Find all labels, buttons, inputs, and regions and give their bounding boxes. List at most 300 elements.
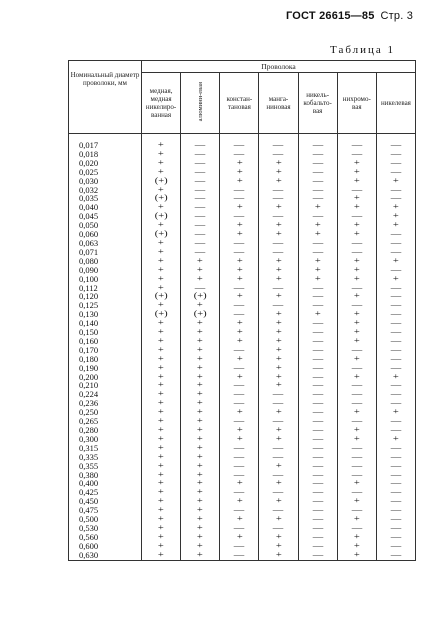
diameter-cell: 0,032 (69, 186, 142, 195)
availability-mark: + (158, 220, 165, 230)
availability-mark: — (351, 282, 363, 292)
availability-mark: + (158, 398, 165, 408)
availability-mark: + (236, 220, 243, 230)
availability-mark: + (275, 496, 282, 506)
diameter-cell: 0,018 (69, 150, 142, 159)
availability-mark: + (197, 264, 204, 275)
availability-mark: — (234, 309, 245, 319)
availability-mark: — (390, 514, 402, 524)
availability-mark: + (275, 264, 282, 275)
availability-mark: — (390, 291, 402, 301)
availability-mark: — (390, 335, 402, 346)
availability-mark: + (158, 531, 165, 542)
availability-mark: — (234, 505, 245, 515)
availability-cell (181, 134, 220, 150)
availability-mark: + (158, 264, 165, 275)
availability-cell (259, 551, 298, 560)
availability-mark: — (273, 442, 284, 453)
availability-mark: + (275, 433, 282, 444)
availability-mark: — (390, 531, 402, 542)
availability-mark: + (353, 514, 360, 524)
availability-cell (142, 134, 181, 150)
availability-mark: + (353, 291, 360, 301)
availability-mark: + (275, 335, 282, 346)
availability-mark: + (197, 487, 204, 497)
diameter-cell: 0,425 (69, 488, 142, 497)
availability-mark: — (312, 416, 323, 426)
availability-mark: + (236, 433, 243, 444)
col-header-manganin: манга-ниновая (259, 73, 298, 134)
diameter-cell: 0,630 (69, 551, 142, 560)
diameter-cell: 0,200 (69, 373, 142, 382)
standard-header (286, 10, 413, 22)
availability-mark: + (197, 522, 204, 533)
diameter-cell: 0,050 (69, 221, 142, 230)
table-row (69, 134, 416, 150)
availability-mark: — (312, 469, 323, 479)
availability-mark: — (234, 549, 245, 560)
availability-mark: + (197, 424, 204, 435)
availability-mark: + (353, 433, 360, 444)
availability-mark: — (194, 166, 206, 177)
availability-mark: — (312, 139, 323, 150)
diameter-cell: 0,030 (69, 177, 142, 186)
availability-mark: — (234, 451, 245, 462)
availability-mark: — (312, 505, 323, 515)
availability-mark: — (390, 398, 402, 408)
availability-mark: — (390, 424, 402, 435)
availability-mark: + (158, 335, 165, 346)
availability-mark: + (158, 344, 165, 355)
availability-mark: + (158, 273, 165, 283)
diameter-cell: 0,475 (69, 506, 142, 515)
availability-mark: + (158, 540, 165, 551)
availability-mark: — (351, 398, 363, 408)
availability-mark: + (236, 175, 243, 185)
availability-mark: — (390, 549, 402, 560)
availability-mark: — (390, 318, 402, 328)
diameter-cell: 0,315 (69, 444, 142, 453)
availability-mark: — (312, 184, 323, 194)
availability-mark: — (194, 193, 206, 203)
availability-mark: + (158, 166, 165, 177)
availability-mark: — (351, 380, 363, 390)
availability-mark: + (197, 389, 204, 399)
availability-mark: + (314, 264, 321, 275)
availability-mark: — (312, 282, 323, 292)
availability-mark: + (158, 148, 165, 159)
availability-mark: — (351, 522, 363, 533)
diameter-cell: 0,500 (69, 515, 142, 524)
availability-mark: + (353, 157, 360, 168)
availability-cell (181, 551, 220, 560)
availability-mark: + (236, 335, 243, 346)
availability-mark: — (234, 416, 245, 426)
availability-cell (376, 551, 415, 560)
availability-mark: + (158, 549, 165, 560)
availability-mark: + (392, 371, 399, 381)
availability-mark: — (273, 148, 284, 159)
availability-mark: + (236, 273, 243, 283)
availability-mark: — (390, 282, 402, 292)
availability-mark: + (158, 522, 165, 533)
availability-mark: + (197, 469, 204, 479)
availability-mark: — (273, 184, 284, 194)
availability-mark: + (275, 478, 282, 488)
availability-mark: — (390, 157, 402, 168)
availability-mark: — (234, 540, 245, 551)
diameter-cell: 0,560 (69, 533, 142, 542)
availability-mark: + (197, 451, 204, 462)
availability-mark: + (353, 175, 360, 185)
availability-mark: — (234, 148, 245, 159)
col-header-copper: медная, медная никелиро-ванная (142, 73, 181, 134)
availability-mark: + (353, 540, 360, 551)
availability-mark: + (314, 255, 321, 266)
availability-mark: + (275, 424, 282, 435)
diameter-header: Номинальный диаметр проволоки, мм (69, 61, 142, 134)
diameter-cell: 0,080 (69, 257, 142, 266)
availability-mark: — (312, 318, 323, 328)
diameter-cell: 0,335 (69, 453, 142, 462)
availability-mark: — (312, 531, 323, 542)
availability-mark: + (314, 202, 321, 212)
availability-mark: — (273, 237, 284, 248)
availability-cell (142, 551, 181, 560)
availability-mark: — (390, 309, 402, 319)
availability-mark: + (353, 496, 360, 506)
availability-mark: + (353, 309, 360, 319)
availability-mark: + (236, 229, 243, 239)
availability-mark: + (353, 353, 360, 364)
availability-mark: — (194, 237, 206, 248)
availability-mark: + (197, 318, 204, 328)
availability-mark: (+) (193, 291, 207, 301)
availability-mark: — (234, 469, 245, 479)
availability-mark: — (390, 522, 402, 533)
diameter-cell: 0,130 (69, 310, 142, 319)
availability-mark: + (197, 380, 204, 390)
availability-mark: + (392, 220, 399, 230)
availability-mark: + (236, 318, 243, 328)
availability-mark: — (390, 469, 402, 479)
diameter-cell: 0,025 (69, 168, 142, 177)
availability-mark: — (390, 540, 402, 551)
availability-mark: + (275, 309, 282, 319)
diameter-cell: 0,280 (69, 426, 142, 435)
diameter-cell: 0,180 (69, 355, 142, 364)
availability-mark: + (275, 273, 282, 283)
diameter-cell: 0,170 (69, 346, 142, 355)
availability-mark: + (392, 211, 399, 221)
availability-mark: + (197, 531, 204, 542)
availability-mark: + (353, 318, 360, 328)
availability-mark: — (273, 211, 284, 221)
availability-mark: + (197, 540, 204, 551)
availability-cell (259, 134, 298, 150)
availability-mark: + (275, 407, 282, 417)
availability-mark: — (234, 398, 245, 408)
availability-mark: — (234, 184, 245, 194)
availability-mark: — (312, 148, 323, 159)
availability-mark: + (353, 371, 360, 381)
availability-mark: + (236, 166, 243, 177)
availability-mark: + (392, 255, 399, 266)
availability-mark: — (194, 246, 206, 257)
availability-mark: + (275, 380, 282, 390)
availability-mark: — (312, 487, 323, 497)
availability-mark: — (390, 416, 402, 426)
table-body (69, 134, 416, 561)
availability-mark: (+) (154, 193, 168, 203)
availability-mark: — (234, 362, 245, 372)
diameter-cell: 0,071 (69, 248, 142, 257)
availability-mark: — (273, 451, 284, 462)
diameter-cell: 0,100 (69, 275, 142, 284)
availability-mark: — (194, 202, 206, 212)
availability-mark: — (312, 451, 323, 462)
availability-mark: — (390, 237, 402, 248)
diameter-cell: 0,450 (69, 497, 142, 506)
availability-mark: + (158, 300, 165, 310)
availability-mark: — (312, 157, 323, 168)
availability-mark: + (158, 353, 165, 364)
availability-mark: — (390, 344, 402, 355)
availability-mark: — (390, 300, 402, 310)
availability-mark: — (234, 487, 245, 497)
availability-mark: — (273, 193, 284, 203)
availability-mark: — (390, 487, 402, 497)
availability-mark: + (158, 424, 165, 435)
availability-mark: — (273, 505, 284, 515)
availability-mark: (+) (154, 291, 168, 301)
diameter-cell: 0,400 (69, 479, 142, 488)
diameter-cell: 0,190 (69, 364, 142, 373)
availability-mark: + (236, 326, 243, 337)
availability-mark: + (158, 514, 165, 524)
availability-mark: — (312, 353, 323, 364)
availability-mark: — (312, 424, 323, 435)
availability-mark: (+) (154, 229, 168, 239)
availability-cell (298, 551, 337, 560)
availability-mark: — (194, 157, 206, 168)
availability-mark: — (312, 166, 323, 177)
diameter-cell: 0,530 (69, 524, 142, 533)
availability-mark: — (312, 291, 323, 301)
availability-cell (220, 134, 259, 150)
availability-mark: — (273, 398, 284, 408)
diameter-cell: 0,160 (69, 337, 142, 346)
availability-mark: — (351, 148, 363, 159)
availability-mark: — (234, 300, 245, 310)
availability-mark: — (390, 496, 402, 506)
availability-mark: — (390, 148, 402, 159)
availability-mark: — (273, 389, 284, 399)
availability-mark: + (353, 255, 360, 266)
availability-mark: — (351, 505, 363, 515)
availability-mark: + (353, 166, 360, 177)
availability-mark: + (158, 184, 165, 194)
availability-mark: + (392, 433, 399, 444)
availability-mark: — (234, 139, 245, 150)
availability-mark: + (236, 353, 243, 364)
availability-mark: — (312, 211, 323, 221)
availability-mark: — (390, 229, 402, 239)
availability-mark: + (314, 273, 321, 283)
availability-mark: — (390, 442, 402, 453)
availability-mark: + (197, 255, 204, 266)
availability-mark: — (312, 193, 323, 203)
availability-mark: — (312, 380, 323, 390)
table-title: Таблица 1 (330, 44, 396, 56)
availability-mark: + (158, 469, 165, 479)
availability-mark: — (234, 282, 245, 292)
wire-table (68, 60, 416, 561)
wire-group-header: Проволока (142, 61, 416, 73)
availability-mark: + (158, 202, 165, 212)
availability-mark: + (236, 264, 243, 275)
availability-mark: — (312, 549, 323, 560)
availability-mark: + (275, 202, 282, 212)
availability-mark: — (273, 300, 284, 310)
availability-mark: + (275, 291, 282, 301)
availability-mark: — (351, 442, 363, 453)
availability-mark: — (312, 540, 323, 551)
availability-mark: + (158, 246, 165, 257)
availability-mark: + (275, 255, 282, 266)
availability-mark: — (312, 175, 323, 185)
availability-mark: — (390, 451, 402, 462)
availability-mark: + (236, 202, 243, 212)
availability-mark: + (158, 255, 165, 266)
availability-mark: + (158, 416, 165, 426)
availability-mark: + (275, 157, 282, 168)
availability-mark: — (390, 460, 402, 470)
availability-mark: + (314, 220, 321, 230)
availability-mark: + (158, 460, 165, 470)
availability-mark: + (197, 344, 204, 355)
availability-mark: — (234, 442, 245, 453)
availability-mark: — (273, 522, 284, 533)
availability-mark: + (353, 220, 360, 230)
availability-mark: — (234, 193, 245, 203)
availability-mark: — (312, 326, 323, 337)
availability-mark: — (351, 246, 363, 257)
availability-mark: — (194, 220, 206, 230)
availability-mark: + (197, 514, 204, 524)
diameter-cell: 0,035 (69, 194, 142, 203)
availability-mark: — (351, 487, 363, 497)
availability-mark: — (273, 416, 284, 426)
availability-mark: — (194, 175, 206, 185)
availability-mark: — (351, 300, 363, 310)
availability-mark: — (390, 389, 402, 399)
availability-mark: + (236, 291, 243, 301)
availability-mark: + (197, 460, 204, 470)
col-header-constantan: констан-тановая (220, 73, 259, 134)
availability-mark: + (275, 353, 282, 364)
availability-mark: — (312, 300, 323, 310)
availability-mark: + (158, 451, 165, 462)
availability-mark: + (353, 531, 360, 542)
availability-mark: (+) (154, 309, 168, 319)
availability-mark: + (197, 300, 204, 310)
availability-mark: + (197, 398, 204, 408)
col-header-aluminium-text: алюмини-евая (196, 82, 204, 122)
diameter-cell: 0,224 (69, 390, 142, 399)
availability-mark: — (390, 166, 402, 177)
diameter-cell: 0,265 (69, 417, 142, 426)
table-row (69, 551, 416, 560)
availability-mark: — (390, 505, 402, 515)
availability-mark: — (312, 335, 323, 346)
availability-mark: + (353, 335, 360, 346)
availability-mark: + (158, 282, 165, 292)
availability-mark: — (312, 362, 323, 372)
availability-mark: (+) (193, 309, 207, 319)
diameter-cell: 0,060 (69, 230, 142, 239)
availability-mark: — (234, 211, 245, 221)
availability-mark: + (197, 362, 204, 372)
availability-mark: + (236, 255, 243, 266)
availability-mark: — (312, 398, 323, 408)
availability-mark: + (275, 166, 282, 177)
diameter-cell: 0,150 (69, 328, 142, 337)
diameter-cell: 0,045 (69, 212, 142, 221)
availability-mark: + (158, 139, 165, 150)
availability-mark: + (197, 478, 204, 488)
availability-mark: — (234, 522, 245, 533)
availability-mark: + (353, 407, 360, 417)
availability-mark: + (158, 487, 165, 497)
availability-mark: — (194, 184, 206, 194)
availability-mark: — (390, 362, 402, 372)
availability-mark: + (275, 531, 282, 542)
availability-mark: + (236, 496, 243, 506)
availability-mark: + (353, 273, 360, 283)
availability-mark: — (312, 344, 323, 355)
availability-mark: + (275, 220, 282, 230)
availability-mark: — (390, 478, 402, 488)
availability-mark: — (351, 139, 363, 150)
availability-mark: + (236, 407, 243, 417)
availability-mark: + (314, 229, 321, 239)
availability-mark: + (197, 353, 204, 364)
availability-mark: — (390, 380, 402, 390)
availability-cell (337, 134, 376, 150)
availability-mark: + (158, 407, 165, 417)
availability-mark: — (390, 184, 402, 194)
diameter-cell: 0,236 (69, 399, 142, 408)
availability-cell (337, 551, 376, 560)
availability-mark: — (234, 380, 245, 390)
availability-mark: — (194, 139, 206, 150)
diameter-cell: 0,300 (69, 435, 142, 444)
availability-mark: — (351, 211, 363, 221)
availability-mark: — (351, 389, 363, 399)
availability-mark: + (353, 264, 360, 275)
page-header (0, 6, 427, 26)
availability-mark: — (390, 353, 402, 364)
availability-mark: + (392, 202, 399, 212)
col-header-aluminium (181, 73, 220, 134)
availability-mark: + (158, 442, 165, 453)
diameter-cell: 0,355 (69, 462, 142, 471)
availability-mark: + (353, 478, 360, 488)
availability-mark: + (197, 273, 204, 283)
availability-mark: — (273, 246, 284, 257)
availability-mark: + (275, 344, 282, 355)
